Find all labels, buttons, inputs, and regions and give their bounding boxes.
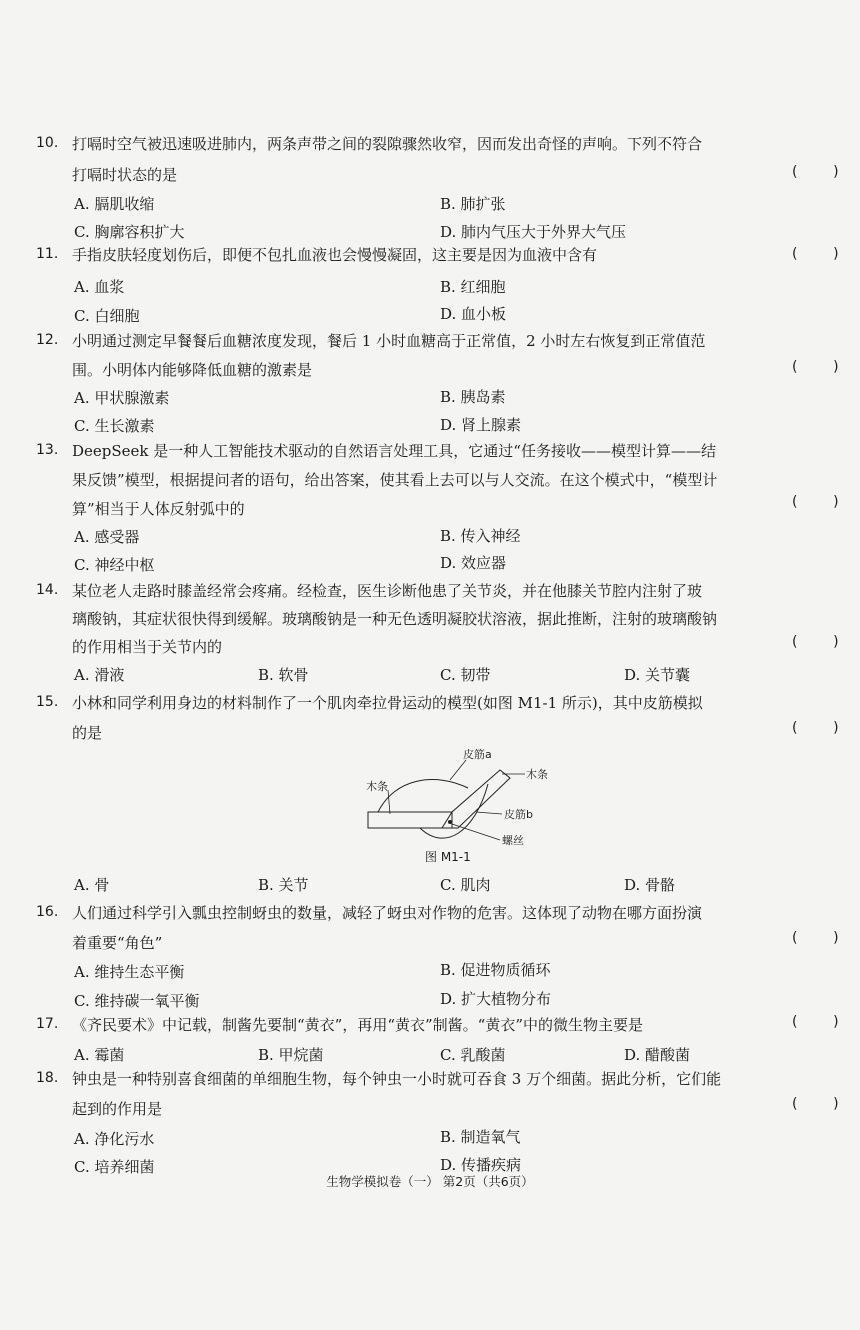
question-text-line: 着重要“角色” [72,934,163,952]
option-a: A. 净化污水 [74,1130,155,1148]
answer-parentheses: ( ) [792,246,839,262]
option-b: B. 肺扩张 [440,195,506,213]
option-c: C. 白细胞 [74,307,140,325]
question-text-line: 起到的作用是 [72,1100,163,1118]
page-footer: 生物学模拟卷（一） 第2页（共6页） [326,1174,534,1189]
option-a: A. 膈肌收缩 [74,195,155,213]
question-15-options [36,874,836,898]
question-text-line: 璃酸钠，其症状很快得到缓解。玻璃酸钠是一种无色透明凝胶状溶液，据此推断，注射的玻璃酸钠 [72,610,718,628]
option-a: A. 甲状腺激素 [74,389,170,407]
question-11 [36,244,839,326]
question-text-line: 的是 [72,724,103,742]
question-13 [36,440,839,575]
question-text-line: 算”相当于人体反射弧中的 [72,500,245,518]
question-text-line: 围。小明体内能够降低血糖的激素是 [72,361,313,379]
option-c: C. 神经中枢 [74,556,155,574]
question-number: 14. [36,582,59,598]
question-16 [36,902,839,1012]
option-b: B. 制造氧气 [440,1128,521,1146]
option-d: D. 关节囊 [624,666,691,684]
question-15 [36,692,839,742]
option-c: C. 维持碳一氧平衡 [74,992,200,1010]
question-text-line: 钟虫是一种特别喜食细菌的单细胞生物，每个钟虫一小时就可吞食 3 万个细菌。据此分析，它们能 [72,1070,722,1088]
answer-parentheses: ( ) [792,359,839,375]
question-number: 18. [36,1070,59,1086]
question-number: 15. [36,694,59,710]
label-wood-left: 木条 [366,780,388,793]
option-d: D. 肺内气压大于外界大气压 [440,223,627,241]
question-17 [36,1014,839,1074]
option-b: B. 软骨 [258,666,309,684]
question-number: 11. [36,246,59,262]
question-text-line: 打嗝时状态的是 [72,166,178,184]
option-c: C. 肌肉 [440,876,491,894]
leader-line-a [450,760,466,780]
question-text-line: 手指皮肤轻度划伤后，即便不包扎血液也会慢慢凝固，这主要是因为血液中含有 [72,246,598,264]
question-18 [36,1068,839,1176]
question-number: 17. [36,1016,59,1032]
option-d: D. 传播疾病 [440,1156,522,1174]
option-d: D. 肾上腺素 [440,416,522,434]
leader-line-wood-left [388,790,390,814]
option-c: C. 乳酸菌 [440,1046,506,1064]
option-d: D. 醋酸菌 [624,1046,691,1064]
answer-parentheses: ( ) [792,634,839,650]
option-c: C. 胸廓容积扩大 [74,223,185,241]
question-number: 16. [36,904,59,920]
question-text-line: DeepSeek 是一种人工智能技术驱动的自然语言处理工具，它通过“任务接收——模型计算——结 [72,442,716,460]
answer-parentheses: ( ) [792,1096,839,1112]
question-text-line: 打嗝时空气被迅速吸进肺内，两条声带之间的裂隙骤然收窄，因而发出奇怪的声响。下列不符合 [72,135,703,153]
option-a: A. 霉菌 [74,1046,125,1064]
option-a: A. 滑液 [74,666,125,684]
rubber-band-a-shape [378,780,468,812]
question-text-line: 果反馈”模型，根据提问者的语句，给出答案，使其看上去可以与人交流。在这个模式中，“模型计 [72,471,718,489]
question-number: 10. [36,135,59,151]
answer-parentheses: ( ) [792,930,839,946]
answer-parentheses: ( ) [792,494,839,510]
option-d: D. 骨骼 [624,876,676,894]
option-c: C. 培养细菌 [74,1158,155,1176]
answer-parentheses: ( ) [792,164,839,180]
question-12 [36,330,839,440]
option-a: A. 血浆 [74,278,125,296]
option-d: D. 效应器 [440,554,507,572]
question-10 [36,133,839,243]
figure-caption: 图 M1-1 [425,850,471,864]
option-a: A. 感受器 [74,528,140,546]
option-b: B. 促进物质循环 [440,961,551,979]
screw-dot [448,820,452,824]
leader-line-b [476,812,502,814]
option-c: C. 生长激素 [74,417,155,435]
answer-parentheses: ( ) [792,720,839,736]
option-b: B. 传入神经 [440,527,521,545]
option-a: A. 骨 [74,876,110,894]
question-text-line: 的作用相当于关节内的 [72,638,223,656]
question-text-line: 人们通过科学引入瓢虫控制蚜虫的数量，减轻了蚜虫对作物的危害。这体现了动物在哪方面扮演 [72,904,703,922]
option-b: B. 红细胞 [440,278,506,296]
question-number: 13. [36,442,59,458]
option-b: B. 甲烷菌 [258,1046,324,1064]
label-rubber-b: 皮筋b [504,808,533,821]
option-b: B. 关节 [258,876,309,894]
label-screw: 螺丝 [502,834,524,847]
question-text-line: 小明通过测定早餐餐后血糖浓度发现，餐后 1 小时血糖高于正常值，2 小时左右恢复到正常值范 [72,332,706,350]
option-d: D. 扩大植物分布 [440,990,552,1008]
label-rubber-a: 皮筋a [463,748,492,761]
question-text-line: 《齐民要术》中记载，制酱先要制“黄衣”，再用“黄衣”制酱。“黄衣”中的微生物主要是 [72,1016,644,1034]
question-text-line: 小林和同学利用身边的材料制作了一个肌肉牵拉骨运动的模型(如图 M1-1 所示)，其中皮筋模拟 [72,694,703,712]
rubber-band-b-shape [420,784,488,838]
question-text-line: 某位老人走路时膝盖经常会疼痛。经检查，医生诊断他患了关节炎，并在他膝关节腔内注射了玻 [72,582,703,600]
option-c: C. 韧带 [440,666,491,684]
question-14 [36,580,839,690]
question-number: 12. [36,332,59,348]
option-b: B. 胰岛素 [440,388,506,406]
option-d: D. 血小板 [440,305,507,323]
answer-parentheses: ( ) [792,1014,839,1030]
option-a: A. 维持生态平衡 [74,963,185,981]
wood-strip-horizontal [368,812,452,828]
label-wood-right: 木条 [526,768,548,781]
